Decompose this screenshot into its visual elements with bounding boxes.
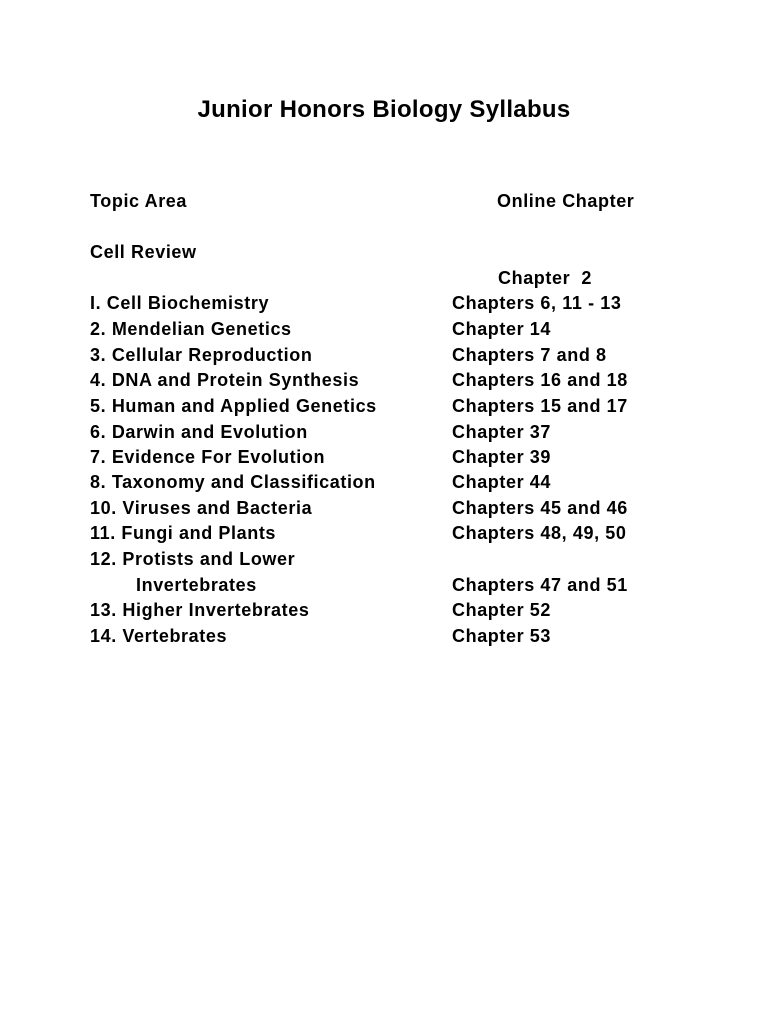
list-item-chapter: Chapter 52 (452, 600, 552, 620)
cell-review-chapter: Chapter 2 (498, 268, 593, 288)
list-item-chapter: Chapter 37 (452, 422, 552, 442)
list-item-topic: 5. Human and Applied Genetics (90, 396, 377, 416)
list-item-topic: 12. Protists and Lower (90, 549, 296, 569)
list-item-chapter: Chapters 16 and 18 (452, 370, 628, 390)
list-item-topic: 13. Higher Invertebrates (90, 600, 310, 620)
list-item-chapter: Chapter 39 (452, 447, 552, 467)
list-item-chapter: Chapters 47 and 51 (452, 575, 628, 595)
list-item-chapter: Chapters 45 and 46 (452, 498, 628, 518)
list-item-chapter: Chapters 15 and 17 (452, 396, 628, 416)
list-item-topic: 8. Taxonomy and Classification (90, 472, 376, 492)
list-item-topic: 3. Cellular Reproduction (90, 345, 313, 365)
list-item-topic: 4. DNA and Protein Synthesis (90, 370, 360, 390)
list-item-chapter: Chapter 14 (452, 319, 552, 339)
list-item-topic: 14. Vertebrates (90, 626, 228, 646)
list-item-topic: 6. Darwin and Evolution (90, 422, 308, 442)
list-item-topic-continuation: Invertebrates (136, 575, 257, 595)
list-item-chapter: Chapter 53 (452, 626, 552, 646)
list-item-chapter: Chapters 7 and 8 (452, 345, 607, 365)
list-item-chapter: Chapter 44 (452, 472, 552, 492)
list-item-topic: 11. Fungi and Plants (90, 523, 277, 543)
page-title: Junior Honors Biology Syllabus (197, 96, 571, 123)
list-item-topic: 10. Viruses and Bacteria (90, 498, 313, 518)
cell-review-topic: Cell Review (90, 242, 197, 262)
column-header-online-chapter: Online Chapter (497, 191, 635, 211)
column-header-topic-area: Topic Area (90, 191, 188, 211)
list-item-topic: 2. Mendelian Genetics (90, 319, 292, 339)
list-item-chapter: Chapters 6, 11 - 13 (452, 293, 622, 313)
list-item-topic: I. Cell Biochemistry (90, 293, 270, 313)
list-item-chapter: Chapters 48, 49, 50 (452, 523, 627, 543)
list-item-topic: 7. Evidence For Evolution (90, 447, 326, 467)
